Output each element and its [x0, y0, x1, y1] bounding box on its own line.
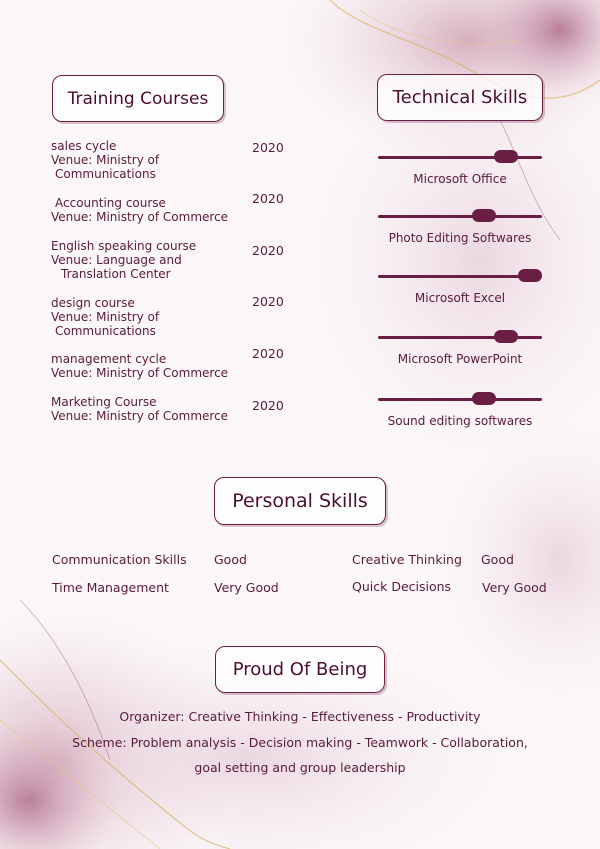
proud-of-being-heading: Proud Of Being	[215, 646, 385, 693]
skill-meter-microsoft-excel	[378, 271, 542, 331]
skill-meter-microsoft-powerpoint	[378, 332, 542, 392]
course-item	[51, 395, 251, 423]
personal-skill-rating: Very Good	[214, 580, 279, 595]
proud-line: Scheme: Problem analysis - Decision making - Teamwork - Collaboration,	[72, 735, 528, 750]
personal-skill-name: Time Management	[52, 580, 169, 595]
skill-label: Microsoft PowerPoint	[397, 352, 523, 366]
skill-track	[378, 398, 542, 401]
proud-line: goal setting and group leadership	[194, 760, 406, 775]
skill-meter-sound-editing	[378, 394, 542, 454]
skill-level-knob	[472, 209, 496, 222]
personal-skill-name: Creative Thinking	[352, 552, 462, 567]
skill-level-knob	[494, 330, 518, 343]
technical-skills-heading: Technical Skills	[377, 74, 543, 121]
course-name: Accounting course	[55, 196, 166, 210]
skill-level-knob	[494, 150, 518, 163]
course-venue: Venue: Language and	[51, 253, 182, 267]
course-name: design course	[51, 296, 135, 310]
personal-skill-rating: Good	[214, 552, 247, 567]
skill-meter-microsoft-office	[378, 152, 542, 212]
personal-skill-name: Quick Decisions	[352, 579, 452, 594]
training-courses-heading: Training Courses	[52, 75, 224, 122]
skill-meter-photo-editing	[378, 211, 542, 271]
course-year: 2020	[252, 294, 284, 309]
course-item	[51, 296, 251, 338]
course-venue: Venue: Ministry of Commerce	[51, 210, 229, 224]
skill-track	[378, 215, 542, 218]
proud-line: Organizer: Creative Thinking - Effectiveness - Productivity	[119, 709, 481, 724]
course-item	[51, 352, 251, 380]
course-venue: Translation Center	[61, 267, 171, 281]
skill-label: Photo Editing Softwares	[388, 231, 532, 245]
course-item	[51, 139, 251, 181]
course-venue: Venue: Ministry of Commerce	[51, 366, 229, 380]
skill-label: Microsoft Office	[413, 172, 507, 186]
course-venue: Venue: Ministry of	[51, 153, 160, 167]
course-year: 2020	[252, 140, 284, 155]
personal-skill-rating: Good	[481, 552, 514, 567]
personal-skill-name: Communication Skills	[52, 552, 187, 567]
skill-label: Microsoft Excel	[414, 291, 506, 305]
course-year: 2020	[252, 243, 284, 258]
course-name: Marketing Course	[51, 395, 157, 409]
course-name: management cycle	[51, 352, 167, 366]
course-venue: Venue: Ministry of	[51, 310, 160, 324]
course-year: 2020	[252, 346, 284, 361]
course-item	[51, 196, 251, 224]
course-venue: Communications	[55, 324, 156, 338]
personal-skills-heading: Personal Skills	[214, 477, 386, 525]
course-name: English speaking course	[51, 239, 197, 253]
skill-level-knob	[472, 392, 496, 405]
course-year: 2020	[252, 191, 284, 206]
course-venue: Communications	[55, 167, 156, 181]
skill-level-knob	[518, 269, 542, 282]
course-item	[51, 239, 251, 281]
personal-skill-rating: Very Good	[482, 580, 547, 595]
course-name: sales cycle	[51, 139, 117, 153]
course-year: 2020	[252, 398, 284, 413]
course-venue: Venue: Ministry of Commerce	[51, 409, 229, 423]
skill-label: Sound editing softwares	[387, 414, 533, 428]
